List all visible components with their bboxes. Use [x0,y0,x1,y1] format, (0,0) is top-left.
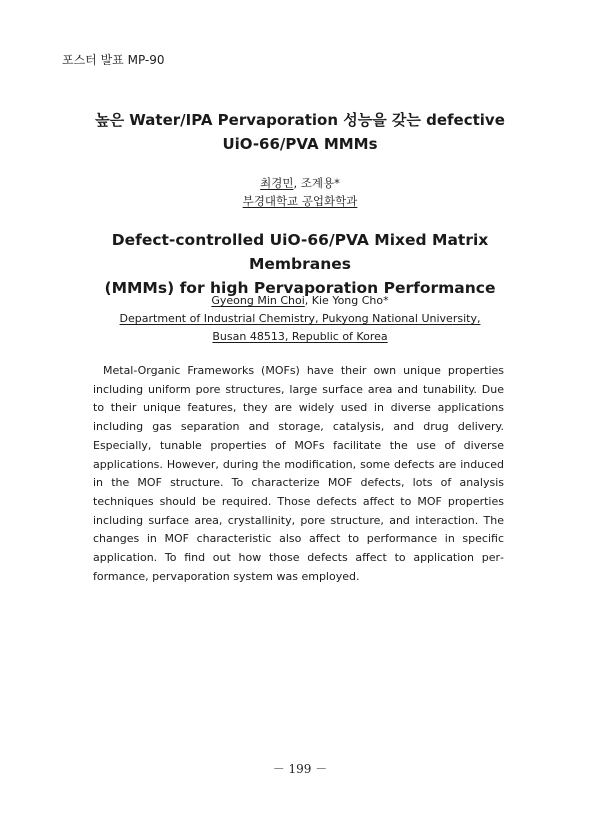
korean-title [80,108,520,156]
korean-author-separator: , [293,176,301,190]
english-author-block [0,292,600,346]
english-author-separator: , [304,294,312,307]
page-number: － 199 － [272,762,328,776]
korean-author-line [0,174,600,192]
korean-presenter-name: 최경민 [260,176,294,190]
english-title-line-1: Defect-controlled UiO-66/PVA Mixed Matrix Membranes [111,231,489,273]
english-affiliation-line-2: Busan 48513, Republic of Korea [212,330,388,343]
korean-author-block [0,174,600,210]
english-title-line-2: (MMMs) for high Pervaporation Performance [104,279,496,297]
english-presenter-name: Gyeong Min Choi [211,294,305,307]
korean-title-line-2: UiO-66/PVA MMMs [222,135,378,153]
abstract-paragraph: Metal-Organic Frameworks (MOFs) have their own unique properties including uniform pore structures, large surface area and tunability. Due to their unique features, they are widely used in diverse applications including gas separation and storage, catalysis, and drug delivery. Especially, tunable properties of MOFs facilitate the use of diverse applications. However, during the modification, some defects are induced in the MOF structure. To characterize MOF defects, lots of analysis techniques should be required. Those defects affect to MOF properties including surface area, crystallinity, pore structure, and interaction. The changes in MOF characteristic also affect to performance in specific application. To find out how those defects affect to application performance, pervaporation system was employed. [93,364,504,583]
english-coauthor-name: Kie Yong Cho* [311,294,389,307]
korean-coauthor-name: 조계용* [300,176,340,190]
english-affiliation-line-1: Department of Industrial Chemistry, Pukyong National University, [119,312,481,325]
korean-affiliation: 부경대학교 공업화학과 [242,194,358,208]
session-label: 포스터 발표 MP-90 [62,53,165,67]
korean-title-line-1: 높은 Water/IPA Pervaporation 성능을 갖는 defective [95,111,505,129]
english-title [80,228,520,300]
english-author-line [0,292,600,310]
